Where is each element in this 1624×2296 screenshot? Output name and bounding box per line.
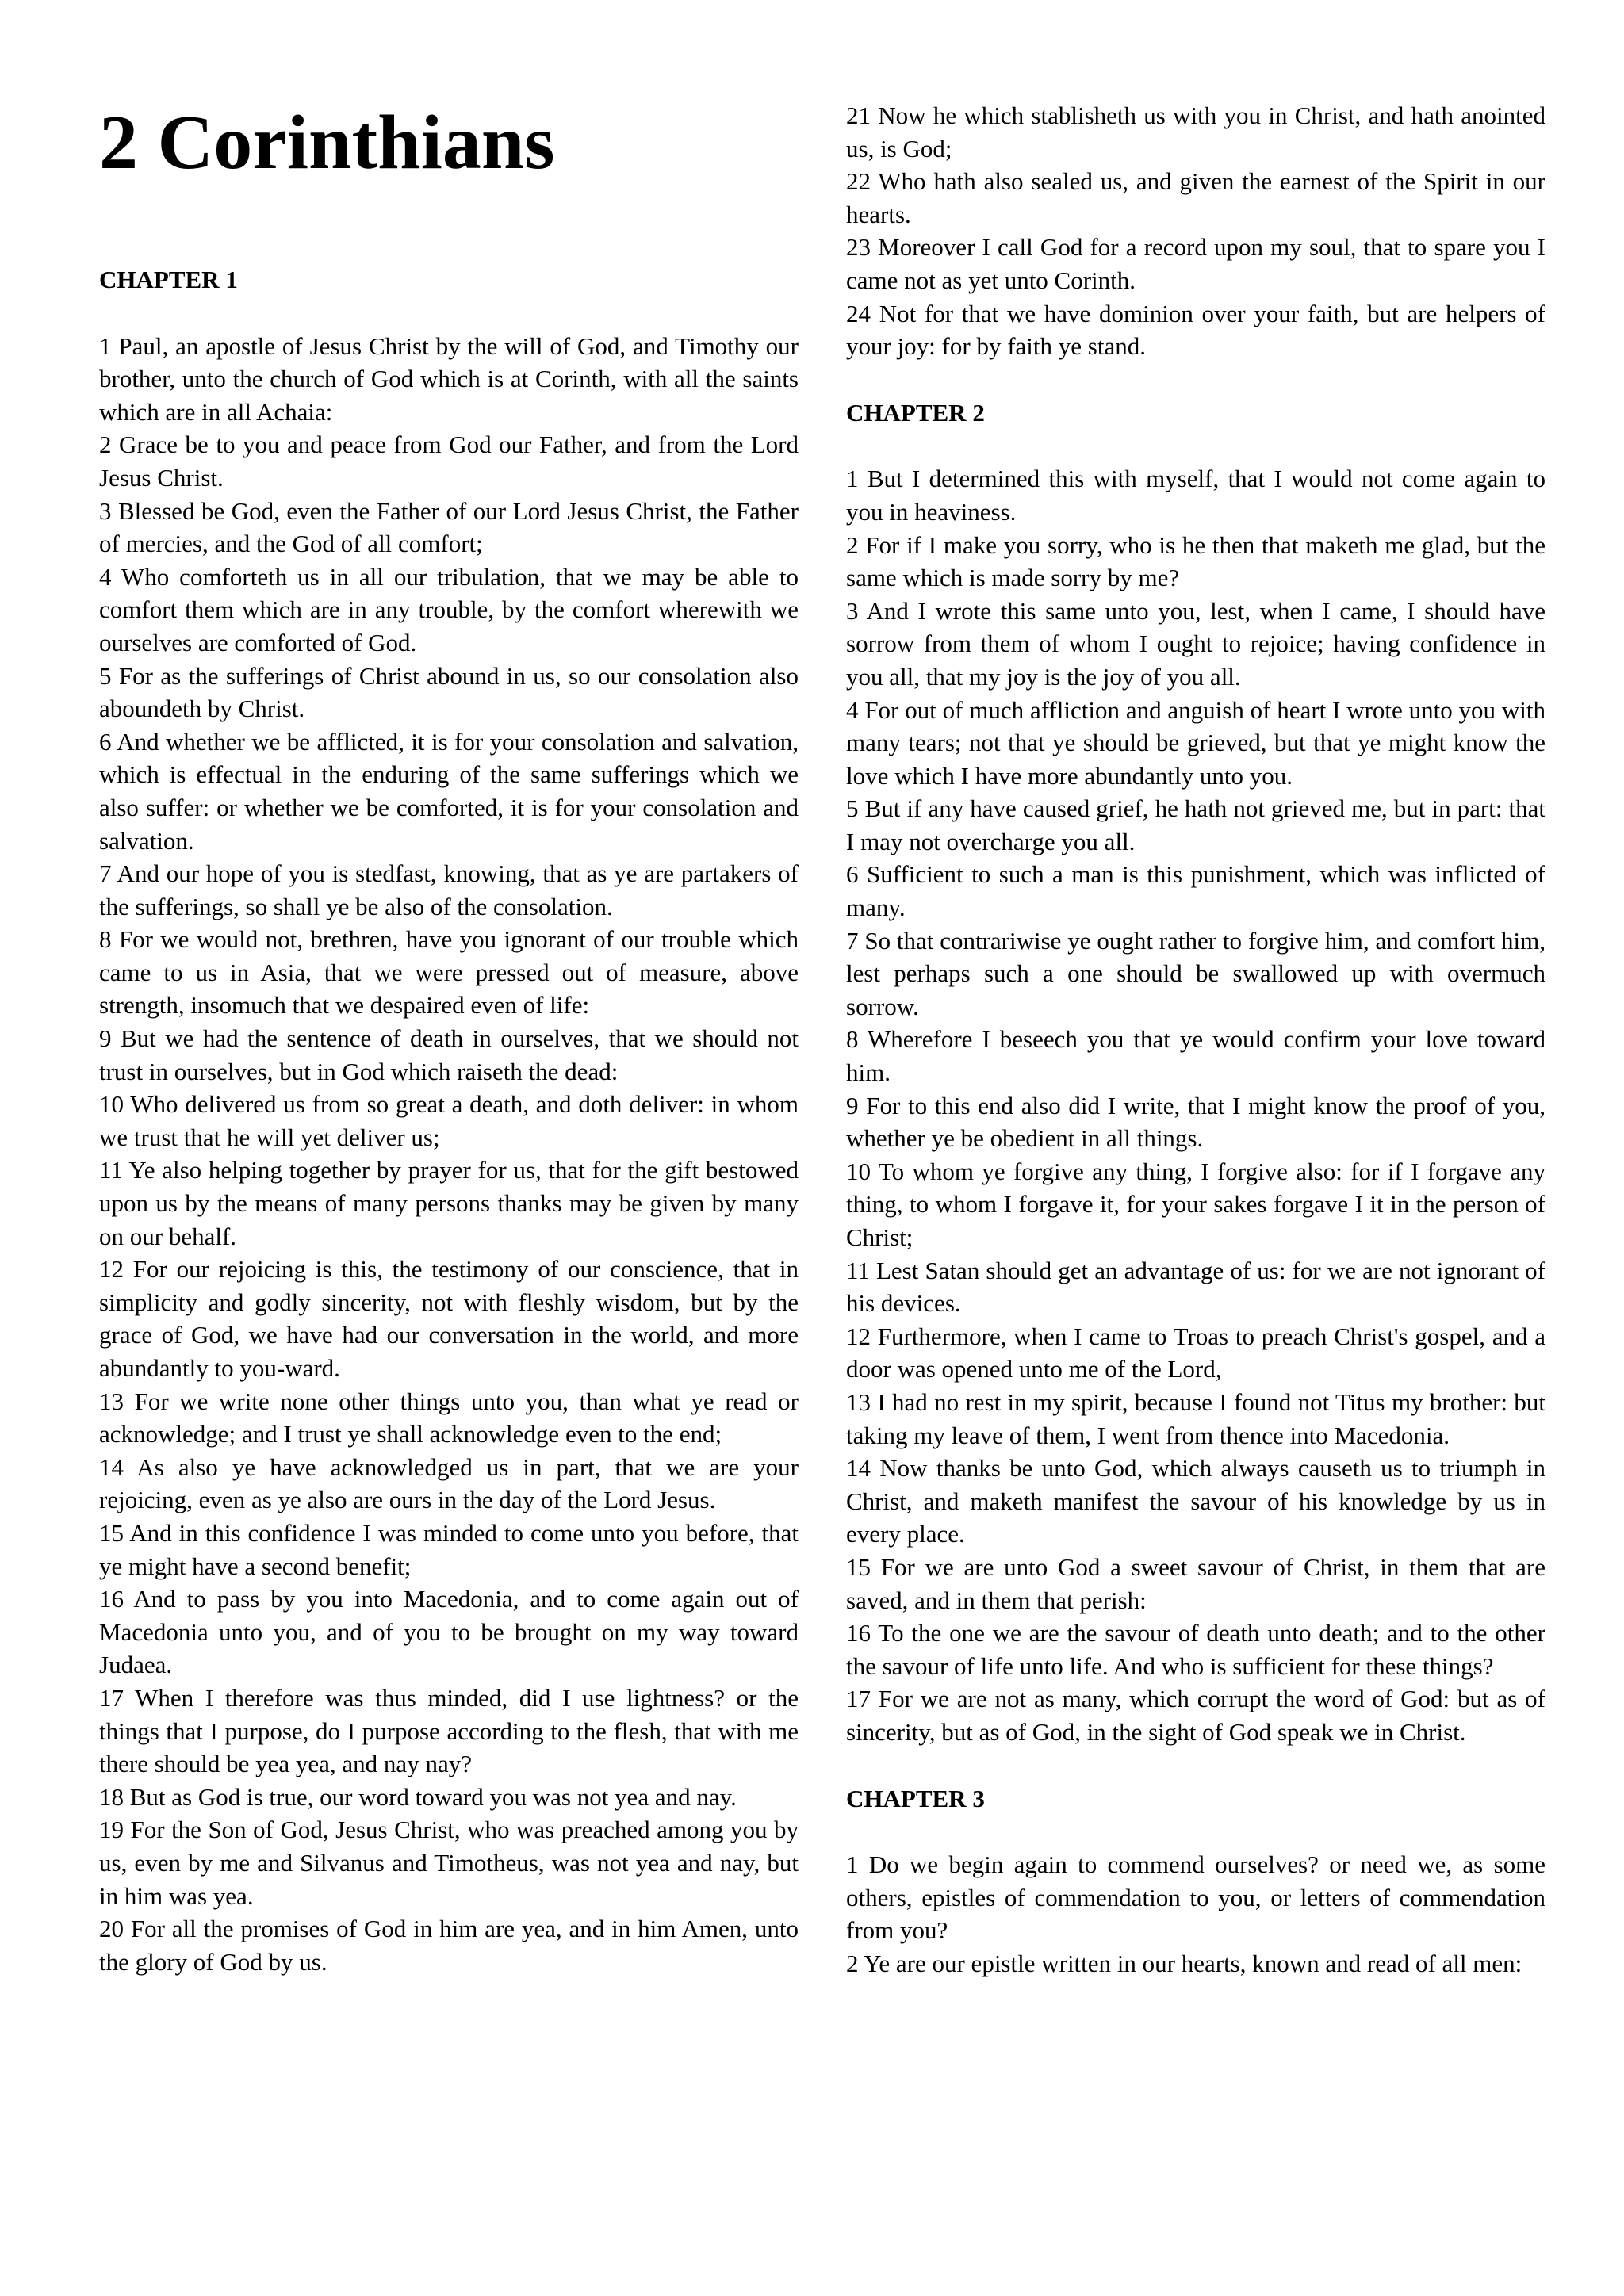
verse: 3 Blessed be God, even the Father of our Lord Jesus Christ, the Father of mercies, and the God of all comfort; (99, 496, 799, 558)
verse: 1 Paul, an apostle of Jesus Christ by the will of God, and Timothy our brother, unto the church of God which is at Corinth, with all the saints which are in all Achaia: (99, 331, 799, 426)
verse: 6 And whether we be afflicted, it is for your consolation and salvation, which is effectual in the enduring of the same sufferings which we also suffer: or whether we be comforted, it is for your consolation and salvation. (99, 727, 799, 855)
verse: 2 Grace be to you and peace from God our Father, and from the Lord Jesus Christ. (99, 430, 799, 492)
verse: 1 But I determined this with myself, that I would not come again to you in heaviness. (846, 465, 1545, 526)
verse: 18 But as God is true, our word toward you was not yea and nay. (99, 1782, 737, 1811)
verse: 4 For out of much affliction and anguish of heart I wrote unto you with many tears; not that ye should be grieved, but that ye might know the love which I have more abundantly unto you. (846, 695, 1545, 790)
left-column (99, 95, 799, 1978)
verse: 13 I had no rest in my spirit, because I found not Titus my brother: but taking my leave of them, I went from thence into Macedonia. (846, 1387, 1545, 1449)
right-column-content (846, 99, 1545, 1980)
chapter-heading: CHAPTER 2 (846, 398, 985, 427)
verse: 15 And in this confidence I was minded to come unto you before, that ye might have a second benefit; (99, 1518, 799, 1580)
verse: 16 To the one we are the savour of death unto death; and to the other the savour of life unto life. And who is sufficient for these things? (846, 1619, 1545, 1680)
verse: 14 Now thanks be unto God, which always causeth us to triumph in Christ, and maketh manifest the savour of his knowledge by us in every place. (846, 1454, 1545, 1548)
verse: 8 For we would not, brethren, have you ignorant of our trouble which came to us in Asia, that we were pressed out of measure, above strength, insomuch that we despaired even of life: (99, 925, 799, 1020)
verse: 19 For the Son of God, Jesus Christ, who was preached among you by us, even by me and Silvanus and Timotheus, was not yea and nay, but in him was yea. (99, 1816, 799, 1910)
verse: 17 When I therefore was thus minded, did I use lightness? or the things that I purpose, do I purpose according to the flesh, that with me there should be yea yea, and nay nay? (99, 1683, 799, 1778)
verse: 23 Moreover I call God for a record upon my soul, that to spare you I came not as yet unto Corinth. (846, 233, 1545, 294)
verse: 1 Do we begin again to commend ourselves? or need we, as some others, epistles of commendation to you, or letters of commendation from you? (846, 1850, 1545, 1945)
verse: 9 For to this end also did I write, that I might know the proof of you, whether ye be obedient in all things. (846, 1091, 1545, 1153)
verse: 10 Who delivered us from so great a death, and doth deliver: in whom we trust that he will yet deliver us; (99, 1090, 799, 1151)
verse: 24 Not for that we have dominion over your faith, but are helpers of your joy: for by faith ye stand. (846, 299, 1545, 361)
verse: 3 And I wrote this same unto you, lest, when I came, I should have sorrow from them of whom I ought to rejoice; having confidence in you all, that my joy is the joy of you all. (846, 596, 1545, 691)
verse: 11 Ye also helping together by prayer for us, that for the gift bestowed upon us by the means of many persons thanks may be given by many on our behalf. (99, 1156, 799, 1250)
right-column (846, 99, 1545, 1980)
verse: 20 For all the promises of God in him are yea, and in him Amen, unto the glory of God by us. (99, 1915, 799, 1976)
verse: 10 To whom ye forgive any thing, I forgive also: for if I forgave any thing, to whom I forgave it, for your sakes forgave I it in the person of Christ; (846, 1157, 1545, 1251)
verse: 5 For as the sufferings of Christ abound in us, so our consolation also aboundeth by Christ. (99, 661, 799, 723)
chapter-heading: CHAPTER 1 (99, 266, 238, 293)
verse: 15 For we are unto God a sweet savour of Christ, in them that are saved, and in them that perish: (846, 1552, 1545, 1614)
verse: 14 As also ye have acknowledged us in part, that we are your rejoicing, even as ye also are ours in the day of the Lord Jesus. (99, 1452, 799, 1514)
verse: 21 Now he which stablisheth us with you in Christ, and hath anointed us, is God; (846, 101, 1545, 163)
chapter-heading: CHAPTER 3 (846, 1784, 985, 1812)
verse: 6 Sufficient to such a man is this punishment, which was inflicted of many. (846, 860, 1545, 922)
verse: 16 And to pass by you into Macedonia, and to come again out of Macedonia unto you, and of you to be brought on my way toward Judaea. (99, 1585, 799, 1679)
verse: 9 But we had the sentence of death in ourselves, that we should not trust in ourselves, but in God which raiseth the dead: (99, 1024, 799, 1085)
book-title: 2 Corinthians (99, 100, 555, 186)
verse: 2 For if I make you sorry, who is he then that maketh me glad, but the same which is made sorry by me? (846, 530, 1545, 592)
verse: 12 Furthermore, when I came to Troas to preach Christ's gospel, and a door was opened unto me of the Lord, (846, 1322, 1545, 1383)
verse: 7 And our hope of you is stedfast, knowing, that as ye are partakers of the sufferings, so shall ye be also of the consolation. (99, 859, 799, 920)
verse: 17 For we are not as many, which corrupt the word of God: but as of sincerity, but as of God, in the sight of God speak we in Christ. (846, 1685, 1545, 1746)
verse: 7 So that contrariwise ye ought rather to forgive him, and comfort him, lest perhaps such a one should be swallowed up with overmuch sorrow. (846, 926, 1545, 1020)
verse: 12 For our rejoicing is this, the testimony of our conscience, that in simplicity and godly sincerity, not with fleshly wisdom, but by the grace of God, we have had our conversation in the world, and more abundantly to you-ward. (99, 1255, 799, 1382)
left-column-content (99, 263, 799, 1978)
verse: 13 For we write none other things unto you, than what ye read or acknowledge; and I trust ye shall acknowledge even to the end; (99, 1387, 799, 1448)
verse: 5 But if any have caused grief, he hath not grieved me, but in part: that I may not overcharge you all. (846, 794, 1545, 855)
verse: 11 Lest Satan should get an advantage of us: for we are not ignorant of his devices. (846, 1256, 1545, 1318)
verse: 8 Wherefore I beseech you that ye would confirm your love toward him. (846, 1025, 1545, 1087)
verse: 2 Ye are our epistle written in our hearts, known and read of all men: (846, 1949, 1522, 1977)
verse: 4 Who comforteth us in all our tribulation, that we may be able to comfort them which are in any trouble, by the comfort wherewith we ourselves are comforted of God. (99, 562, 799, 656)
verse: 22 Who hath also sealed us, and given the earnest of the Spirit in our hearts. (846, 167, 1545, 228)
